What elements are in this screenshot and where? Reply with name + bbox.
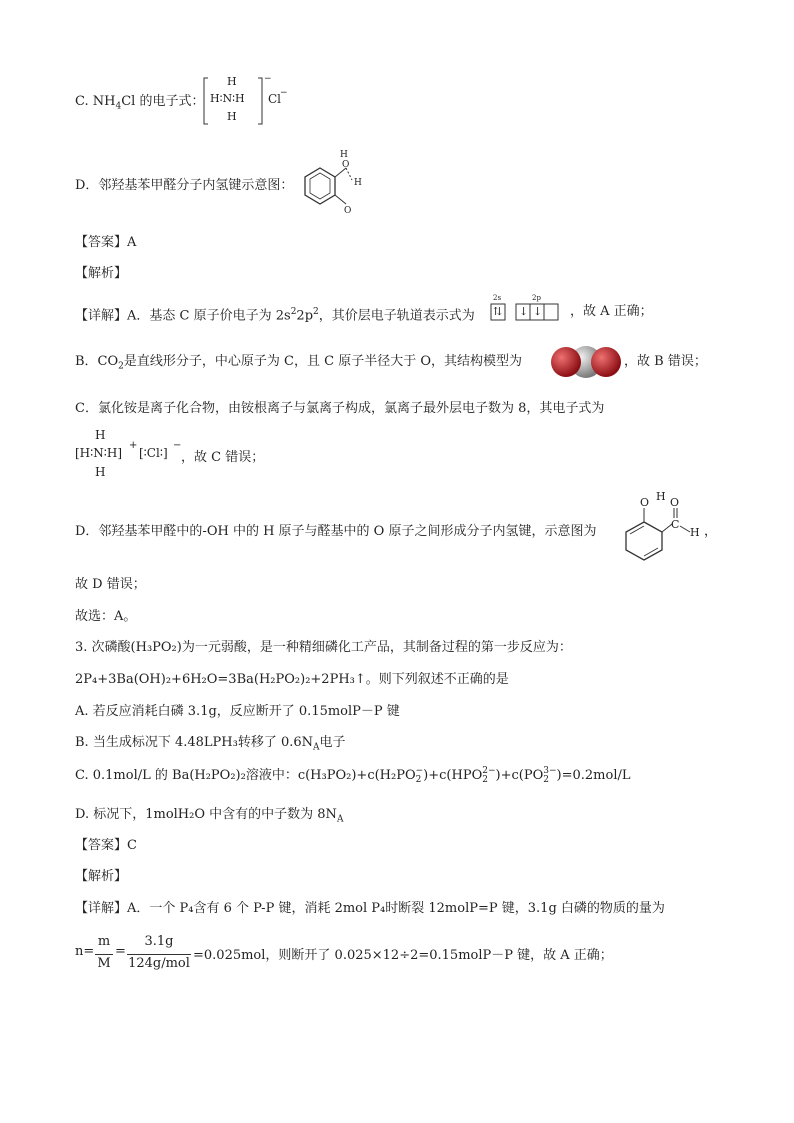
question-3-option-d: D. 标况下，1molH₂O 中含有的中子数为 $8N_A$ bbox=[75, 807, 344, 825]
option-c-line: C. $NH_4Cl$ 的电子式： bbox=[75, 94, 205, 112]
question-3-stem: 3. 次磷酸(H₃PO₂)为一元弱酸，是一种精细磷化工产品，其制备过程的第一步反应为： bbox=[75, 640, 572, 655]
ammonium-row: [H∶N∶H] bbox=[75, 446, 123, 460]
fraction-2-denominator: 124g/mol bbox=[128, 956, 190, 971]
fraction-formula: n= m M = 3.1g 124g/mol =0.025mol，则断开了 0.025×12÷2=0.15molP－P 键，故 A 正确； bbox=[75, 934, 613, 971]
atom-h-bottom: H bbox=[227, 110, 237, 123]
ion-h-bottom: H bbox=[95, 465, 106, 479]
ammonium-charge: + bbox=[129, 440, 138, 451]
detail-2-line1: 【详解】A．一个 P₄含有 6 个 P-P 键，消耗 2mol P₄时断裂 12molP=P 键，3.1g 白磷的物质的量为 bbox=[75, 901, 665, 916]
detail-a-post: ，故 A 正确； bbox=[570, 304, 653, 319]
nh4cl-electron-formula-figure: H H∶N∶H H − Cl − bbox=[200, 74, 300, 128]
orbital-2s-electrons: ⇅ bbox=[493, 305, 503, 318]
answer-2: 【答案】C bbox=[75, 838, 137, 853]
ion-h-top: H bbox=[95, 428, 106, 442]
hb-aldehyde-h: H bbox=[690, 526, 700, 539]
analysis-2-label: 【解析】 bbox=[75, 869, 128, 884]
detail-c-post: ，故 C 错误； bbox=[181, 450, 265, 465]
fraction-1-numerator: m bbox=[97, 934, 111, 949]
orbital-diagram bbox=[490, 296, 568, 324]
bond-h: H bbox=[354, 178, 362, 188]
orbital-2p-label: 2p bbox=[532, 294, 541, 302]
carbonyl-o: O bbox=[344, 206, 352, 216]
hb-carbonyl-o: O bbox=[670, 496, 680, 509]
hydrogen-bond-figure bbox=[616, 488, 706, 564]
choice-summary: 故选：A。 bbox=[75, 609, 137, 624]
detail-c-line1: C．氯化铵是离子化合物，由铵根离子与氯离子构成，氯离子最外层电子数为 8，其电子式为 bbox=[75, 401, 605, 416]
analysis-1-label: 【解析】 bbox=[75, 266, 128, 281]
hydroxyl-o: O bbox=[342, 160, 350, 170]
bracket-charge: − bbox=[264, 74, 272, 84]
hb-h: H bbox=[656, 490, 666, 503]
detail-b-post: ，故 B 错误； bbox=[624, 354, 707, 369]
question-3-option-c: C. 0.1mol/L 的 Ba(H₂PO₂)₂溶液中：c(H₃PO₂)+c(H₂PO − 2 )+c(HPO 2− 2 )+c(PO 3− 2 )=0.2mol/L bbox=[75, 765, 631, 785]
question-3-option-a: A. 若反应消耗白磷 3.1g，反应断开了 0.15molP－P 键 bbox=[75, 704, 400, 719]
chloride-charge: − bbox=[173, 440, 182, 451]
question-3-option-b: B. 当生成标况下 4.48LPH₃转移了 $0.6N_A$电子 bbox=[75, 735, 346, 753]
detail-a-line: 【详解】A．基态 C 原子价电子为 $2s^22p^2$，其价层电子轨道表示式为 bbox=[75, 307, 475, 324]
co2-model-svg bbox=[548, 342, 624, 382]
atom-row: H∶N∶H bbox=[210, 92, 245, 105]
hb-carbon: C bbox=[671, 518, 680, 531]
detail-d-line1: D．邻羟基苯甲醛中的-OH 中的 H 原子与醛基中的 O 原子之间形成分子内氢键，示意图为 bbox=[75, 524, 597, 539]
fraction-2-bar bbox=[127, 954, 191, 955]
fraction-result: =0.025mol，则断开了 0.025×12÷2=0.15molP－P 键，故 A 正确； bbox=[193, 948, 613, 963]
fraction-1-bar bbox=[95, 954, 113, 955]
salicylaldehyde-figure bbox=[300, 150, 370, 220]
detail-b-line: B．$CO_2$是直线形分子，中心原子为 C，且 C 原子半径大于 O，其结构模型为 bbox=[75, 354, 522, 372]
hb-hydroxyl-o: O bbox=[640, 496, 650, 509]
equals-sign: = bbox=[115, 944, 126, 959]
nh4cl-ionic-formula bbox=[75, 428, 265, 484]
detail-d-line2: 故 D 错误； bbox=[75, 577, 146, 592]
fraction-2-numerator: 3.1g bbox=[144, 934, 174, 949]
option-d-text: D．邻羟基苯甲醛分子内氢键示意图： bbox=[75, 178, 294, 193]
orbital-2p-electron-2: ↓ bbox=[533, 305, 543, 318]
atom-h-top: H bbox=[227, 75, 237, 88]
orbital-2s-label: 2s bbox=[493, 294, 502, 302]
orbital-2p-electron-1: ↓ bbox=[519, 305, 529, 318]
chloride-label: Cl bbox=[268, 92, 282, 106]
question-3-equation: 2P₄+3Ba(OH)₂+6H₂O=3Ba(H₂PO₂)₂+2PH₃↑。则下列叙述不正确的是 bbox=[75, 672, 509, 687]
option-c-text: C. NH bbox=[75, 94, 116, 109]
fraction-1-denominator: M bbox=[97, 956, 111, 971]
hydroxyl-h: H bbox=[340, 150, 348, 160]
co2-space-filling-model bbox=[548, 342, 624, 382]
detail-d-comma: ， bbox=[704, 524, 718, 539]
answer-1: 【答案】A bbox=[75, 235, 137, 250]
chloride-ion: [∶Cl∶] bbox=[139, 446, 168, 460]
